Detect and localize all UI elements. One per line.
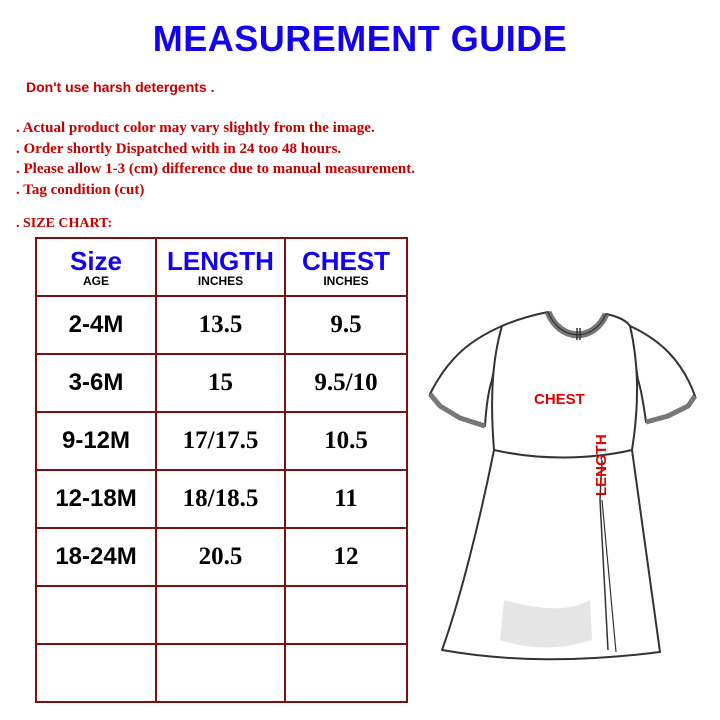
table-row: [36, 354, 407, 412]
size-cell: 9-12M: [36, 412, 156, 470]
note-item: . Please allow 1-3 (cm) difference due to manual measurement.: [16, 161, 415, 177]
note-item: . Tag condition (cut): [16, 181, 145, 198]
header-size-sub: AGE: [82, 273, 109, 288]
page-title: MEASUREMENT GUIDE: [152, 18, 568, 59]
notes-list: [16, 118, 415, 200]
chest-label: CHEST: [534, 391, 585, 408]
length-label: LENGTH: [593, 434, 610, 496]
length-cell: 20.5: [156, 528, 285, 586]
table-row: [36, 470, 407, 528]
table-row: [36, 296, 407, 354]
note-item: . Actual product color may vary slightly from the image.: [16, 120, 375, 136]
empty-cell: [156, 644, 285, 702]
length-cell: 17/17.5: [156, 412, 285, 470]
chest-cell: 11: [285, 470, 407, 528]
empty-cell: [156, 586, 285, 644]
size-chart-table: [35, 237, 408, 703]
size-cell: 3-6M: [36, 354, 156, 412]
size-cell: 2-4M: [36, 296, 156, 354]
header-chest-label: CHEST: [301, 245, 391, 276]
size-cell: 18-24M: [36, 528, 156, 586]
header-length-sub: INCHES: [197, 273, 244, 288]
size-chart-label: . SIZE CHART:: [16, 216, 113, 231]
length-cell: 18/18.5: [156, 470, 285, 528]
header-length-label: LENGTH: [167, 245, 274, 276]
table-row: [36, 412, 407, 470]
length-cell: 13.5: [156, 296, 285, 354]
size-cell: 12-18M: [36, 470, 156, 528]
empty-cell: [285, 586, 407, 644]
chest-cell: 9.5/10: [285, 354, 407, 412]
table-header-row: [36, 238, 407, 296]
chest-cell: 9.5: [285, 296, 407, 354]
length-cell: 15: [156, 354, 285, 412]
empty-row: [36, 586, 407, 644]
note-item: . Order shortly Dispatched with in 24 too 48 hours.: [16, 140, 342, 157]
table-row: [36, 528, 407, 586]
empty-row: [36, 644, 407, 702]
empty-cell: [36, 586, 156, 644]
header-chest: [285, 238, 407, 296]
header-length: [156, 238, 285, 296]
empty-cell: [36, 644, 156, 702]
empty-cell: [285, 644, 407, 702]
chest-cell: 10.5: [285, 412, 407, 470]
header-size-label: Size: [69, 245, 123, 276]
dress-illustration: [420, 300, 710, 720]
header-chest-sub: INCHES: [323, 273, 369, 288]
care-warning: Don't use harsh detergents .: [26, 79, 215, 95]
chest-cell: 12: [285, 528, 407, 586]
header-size: [36, 238, 156, 296]
